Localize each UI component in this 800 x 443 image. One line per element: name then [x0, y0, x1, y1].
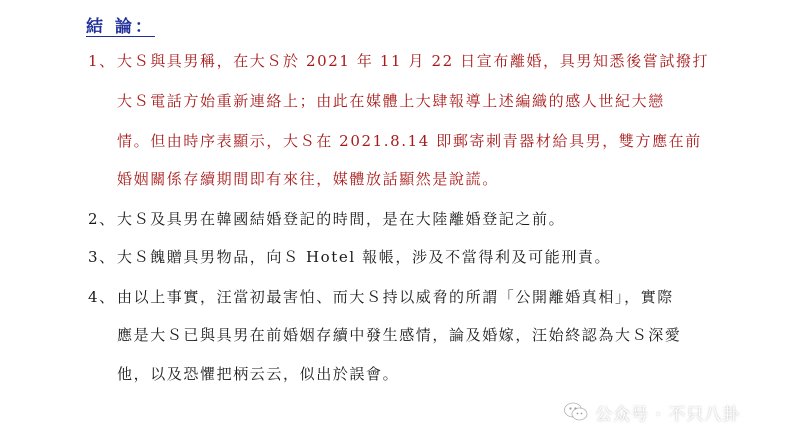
item-4-line-1: 由以上事實，汪當初最害怕、而大Ｓ持以威脅的所謂「公開離婚真相」，實際: [117, 288, 674, 306]
item-number: 3、: [88, 248, 116, 266]
item-number: 1、: [88, 52, 116, 70]
watermark-text: 公众号 · 不只八卦: [595, 404, 741, 425]
wechat-icon: [563, 399, 589, 425]
item-1-line-2: 大Ｓ電話方始重新連絡上；由此在媒體上大肆報導上述編織的感人世紀大戀: [117, 92, 665, 110]
item-3-line-1: 大Ｓ餽贈具男物品，向Ｓ Hotel 報帳，涉及不當得利及可能刑責。: [117, 248, 612, 266]
item-1-line-1: 大Ｓ與具男稱，在大Ｓ於 2021 年 11 月 22 日宣布離婚，具男知悉後嘗試撥打: [117, 52, 710, 70]
item-1-line-4: 婚姻關係存續期間即有來往，媒體放話顯然是說謊。: [117, 170, 499, 188]
page-heading: 結 論：: [86, 17, 155, 37]
watermark: [563, 396, 740, 428]
item-4-line-2: 應是大Ｓ已與具男在前婚姻存續中發生感情，論及婚嫁，汪始終認為大Ｓ深愛: [117, 326, 682, 344]
item-number: 4、: [88, 288, 116, 306]
item-number: 2、: [88, 210, 116, 228]
item-2-line-1: 大Ｓ及具男在韓國結婚登記的時間，是在大陸離婚登記之前。: [117, 210, 566, 228]
item-4-line-3: 他，以及恐懼把柄云云，似出於誤會。: [117, 365, 400, 383]
item-1-line-3: 情。但由時序表顯示，大Ｓ在 2021.8.14 即郵寄刺青器材給具男，雙方應在前: [117, 132, 702, 150]
